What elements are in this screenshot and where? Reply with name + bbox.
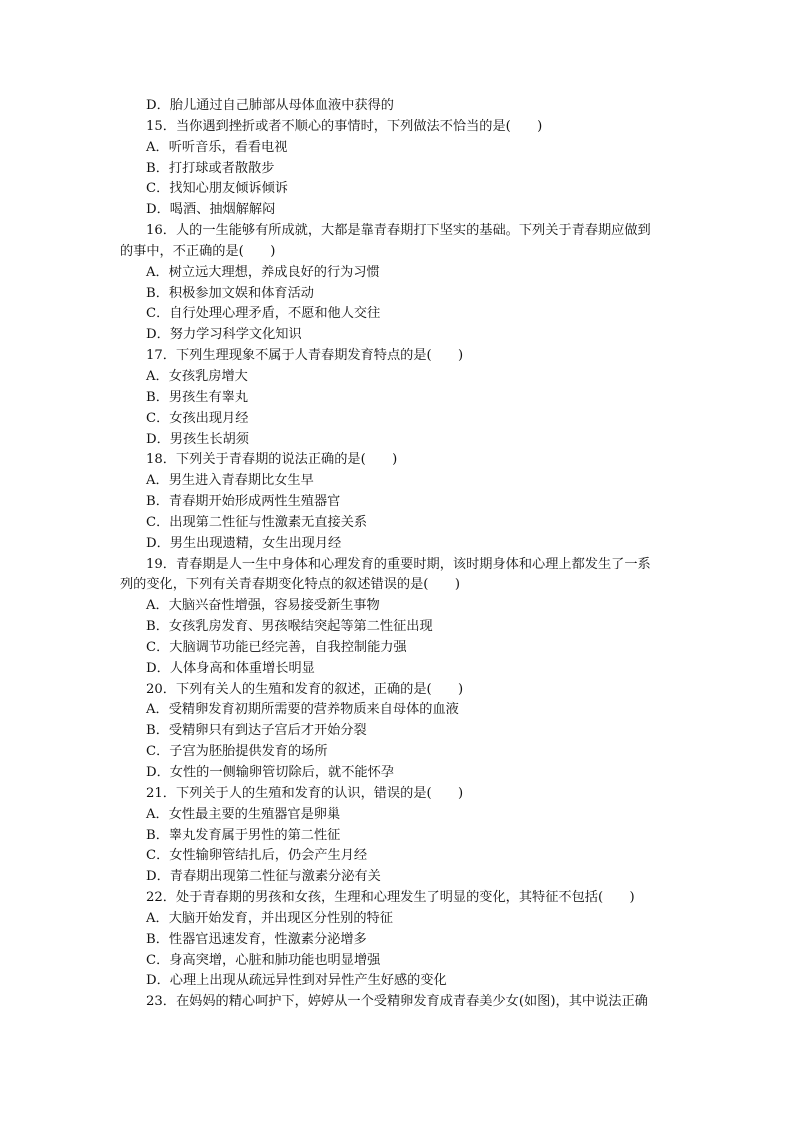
text-line: B．睾丸发育属于男性的第二性征 [146,827,341,843]
text-line: D．努力学习科学文化知识 [146,327,302,343]
text-line: C．找知心朋友倾诉倾诉 [146,181,288,197]
text-line: 17．下列生理现象不属于人青春期发育特点的是( ) [146,348,464,364]
text-line: D．人体身高和体重增长明显 [146,660,315,676]
text-line: B．积极参加文娱和体育活动 [146,285,314,301]
text-line: D．喝酒、抽烟解解闷 [146,202,276,218]
text-line: 21．下列关于人的生殖和发育的认识，错误的是( ) [146,785,464,801]
text-line: C．自行处理心理矛盾，不愿和他人交往 [146,306,381,322]
text-line: A．大脑兴奋性增强，容易接受新生事物 [146,598,380,614]
text-line: B．受精卵只有到达子宫后才开始分裂 [146,723,367,739]
text-line: A．女孩乳房增大 [146,368,248,384]
text-line: C．女性输卵管结扎后，仍会产生月经 [146,848,368,864]
text-line: A．树立远大理想，养成良好的行为习惯 [146,264,380,280]
text-line: D．男生出现遗精，女生出现月经 [146,535,342,551]
text-line: D．青春期出现第二性征与激素分泌有关 [146,869,381,885]
document-body [120,96,680,1013]
text-line: 18．下列关于青春期的说法正确的是( ) [146,452,398,468]
text-line: A．听听音乐，看看电视 [146,139,288,155]
text-line: C．女孩出现月经 [146,410,249,426]
text-line: 20．下列有关人的生殖和发育的叙述，正确的是( ) [146,681,464,697]
text-line: D．女性的一侧输卵管切除后，就不能怀孕 [146,765,394,780]
text-line: A．男生进入青春期比女生早 [146,473,314,489]
text-line: A．受精卵发育初期所需要的营养物质来自母体的血液 [146,702,459,718]
text-line: D．胎儿通过自己肺部从母体血液中获得的 [146,98,394,113]
text-line: 19．青春期是人一生中身体和心理发育的重要时期，该时期身体和心理上都发生了一系 [146,556,651,572]
text-line: 23．在妈妈的精心呵护下，婷婷从一个受精卵发育成青春美少女(如图)，其中说法正确 [146,994,648,1010]
text-line: C．大脑调节功能已经完善，自我控制能力强 [146,639,407,655]
text-line: D．心理上出现从疏远异性到对异性产生好感的变化 [146,973,447,989]
text-line: 的事中，不正确的是( ) [120,243,276,259]
text-line: C．出现第二性征与性激素无直接关系 [146,514,368,530]
text-line: 22．处于青春期的男孩和女孩，生理和心理发生了明显的变化，其特征不包括( ) [146,890,635,906]
text-line: A．大脑开始发育，并出现区分性别的特征 [146,910,393,926]
text-line: A．女性最主要的生殖器官是卵巢 [146,806,341,822]
text-line: B．男孩生有睾丸 [146,389,249,405]
text-line: B．打打球或者散散步 [146,160,275,176]
text-line: 16．人的一生能够有所成就，大都是靠青春期打下坚实的基础。下列关于青春期应做到 [146,223,651,239]
text-line: B．青春期开始形成两性生殖器官 [146,494,341,510]
text-line: C．子宫为胚胎提供发育的场所 [146,744,328,760]
text-line: 列的变化，下列有关青春期变化特点的叙述错误的是( ) [120,577,460,593]
text-line: 15．当你遇到挫折或者不顺心的事情时，下列做法不恰当的是( ) [146,118,543,134]
text-line: D．男孩生长胡须 [146,431,249,447]
text-line: B．女孩乳房发育、男孩喉结突起等第二性征出现 [146,619,433,635]
text-line: C．身高突增，心脏和肺功能也明显增强 [146,952,381,968]
text-line: B．性器官迅速发育，性激素分泌增多 [146,931,367,947]
